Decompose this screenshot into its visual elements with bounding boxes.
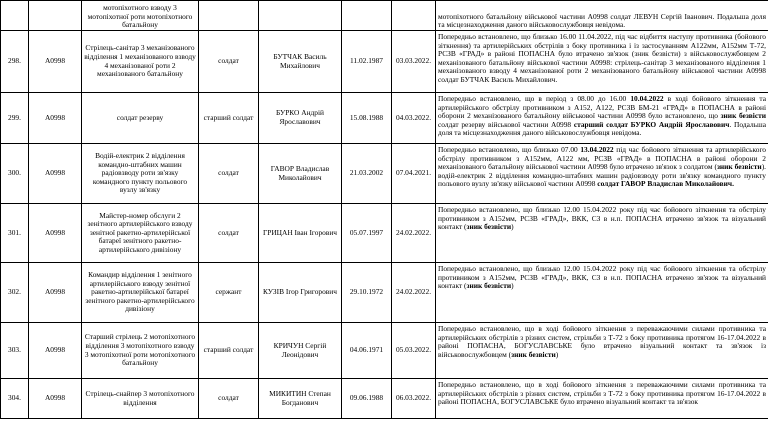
cell-position: Стрілець-санітар 3 механізованого відділення 1 механізованого взводу 4 механізованої роти 2 механізованого батальйону xyxy=(82,31,199,93)
cell-unit: А0998 xyxy=(29,144,82,204)
info-text-segment: . Подальша доля та місцезнаходження даного військовослужбовця невідома. xyxy=(438,119,766,138)
cell-date: 03.03.2022. xyxy=(392,31,436,93)
cell-number: 302. xyxy=(1,263,29,323)
cell-rank: солдат xyxy=(199,31,259,93)
cell-number: 298. xyxy=(1,31,29,93)
info-text-segment: під час бойового зіткнення та артилерійського обстрілу противником з А152мм, А122 мм, РСЗВ «ГРАД» в ПОПАСНА в районі оборони 2 механізованого батальйону військової частини А0998 було втрачено зв'язок з солдатом ( xyxy=(438,145,766,172)
info-bold-segment: зник безвісти xyxy=(720,111,767,121)
table-body xyxy=(1,1,768,419)
cell-position: Майстер-номер обслуги 2 зенітного артилерійського взводу зенітної ракетно-артилерійської батареї зенітного ракетно-артилерійського дивізіону xyxy=(82,204,199,263)
table-row xyxy=(1,93,768,144)
cell-info xyxy=(436,31,768,93)
cell-position: Стрілець-снайпер 3 мотопіхотного відділення xyxy=(82,379,199,419)
info-text-segment: ) xyxy=(511,222,514,232)
info-bold-segment: 10.04.2022 xyxy=(630,94,664,103)
info-text-segment: в ході бойового зіткнення та артилерійського обстрілу противником з А152, А122, РСЗВ БМ-21 «ГРАД» в ПОПАСНА в районі оборони 2 механізованого батальйону військової частини А0998 було встановлено, що xyxy=(438,94,766,121)
table-row xyxy=(1,323,768,379)
cell-number: 303. xyxy=(1,323,29,379)
cell-position: Водій-електрик 2 відділення командно-штабних машин радіовзводу роти зв'язку командного пункту польового вузлу зв'язку xyxy=(82,144,199,204)
cell-date: 24.02.2022. xyxy=(392,204,436,263)
cell-name: КРИЧУН Сергій Леонідович xyxy=(259,323,342,379)
cell-rank: солдат xyxy=(199,144,259,204)
cell-number: 299. xyxy=(1,93,29,144)
info-text-segment: Попередньо встановлено, що близько 16.00 11.04.2022, під час відбиття наступу противника (бойового зіткнення) та артилерійських обстрілів з боку противника і із застосуванням А122мм, А152мм Т-72, РСЗВ «ГРАД» в районі ПОПАСНА було втрачено зв'язок (зник безвісти) з військовослужбовцем 2 механізованого батальйону військової частини А0998: стрілець-санітар 3 механізованого відділення 1 механізованого взводу 4 механізованої роти 2 механізованого батальйону військової частини А0998 солдат БУТЧАК Василь Михайлович. xyxy=(438,32,766,84)
cell-number: 300. xyxy=(1,144,29,204)
cell-info xyxy=(436,323,768,379)
cell-unit: А0998 xyxy=(29,204,82,263)
cell-info xyxy=(436,204,768,263)
cell-info xyxy=(436,263,768,323)
info-bold-segment: зник безвісти xyxy=(716,162,762,172)
cell-birth-date: 21.03.2002 xyxy=(342,144,392,204)
info-text-segment: ) xyxy=(511,281,514,291)
cell-unit: А0998 xyxy=(29,93,82,144)
cell-info xyxy=(436,1,768,31)
cell-name: БУРКО Андрій Ярославович xyxy=(259,93,342,144)
table-row xyxy=(1,31,768,93)
cell-unit: А0998 xyxy=(29,263,82,323)
cell-birth-date: 05.07.1997 xyxy=(342,204,392,263)
table-row xyxy=(1,204,768,263)
cell-birth-date: 09.06.1988 xyxy=(342,379,392,419)
info-text-segment: мотопіхотного батальйону військової частини А0998 солдат ЛЕВУН Сергій Іванович. Подальша доля та місцезнаходження даного військовослужбовця невідома. xyxy=(438,11,766,30)
info-bold-segment: зник безвісти xyxy=(466,281,512,291)
info-bold-segment: зник безвісти xyxy=(466,222,512,232)
cell-birth-date: 04.06.1971 xyxy=(342,323,392,379)
cell-birth-date: 15.08.1988 xyxy=(342,93,392,144)
cell-number: 301. xyxy=(1,204,29,263)
cell-position: Командир відділення 1 зенітного артилерійського взводу зенітної ракетно-артилерійської батареї зенітного ракетно-артилерійського дивізіону xyxy=(82,263,199,323)
cell-name: БУТЧАК Василь Михайлович xyxy=(259,31,342,93)
table-row xyxy=(1,263,768,323)
cell-name: МИКИТИН Степан Богданович xyxy=(259,379,342,419)
cell-rank: старший солдат xyxy=(199,93,259,144)
table-row-partial xyxy=(1,1,768,31)
cell-date: 06.03.2022. xyxy=(392,379,436,419)
cell-name: КУЗІВ Ігор Григорович xyxy=(259,263,342,323)
info-text-segment: ) xyxy=(555,349,559,359)
cell-date: 05.03.2022. xyxy=(392,323,436,379)
cell-number: 304. xyxy=(1,379,29,419)
table-row xyxy=(1,144,768,204)
table-row xyxy=(1,379,768,419)
cell-date: 24.02.2022. xyxy=(392,263,436,323)
info-text-segment: Попередньо встановлено, що в ході бойового зіткнення з переважаючими силами противника та артилерійських обстрілів з різних систем, стрільби з Т-72 з боку противника протягом 16-17.04.2022 в районі ПОПАСНА, БОГУСЛАВСЬКЕ було втрачено візуальний контакт та зв'язок xyxy=(438,380,766,407)
cell-date: 04.03.2022. xyxy=(392,93,436,144)
info-bold-segment: старший солдат БУРКО Андрій Ярославович xyxy=(573,119,730,129)
info-text-segment: Попередньо встановлено, що в період з 08.00 до 16.00 xyxy=(438,94,631,103)
cell-info xyxy=(436,93,768,144)
info-text-segment: Попередньо встановлено, що близько 12.00 15.04.2022 року під час бойового зіткнення та обстрілу противником з А152мм, РСЗВ «ГРАД», ВКК, СЗ в н.п. ПОПАСНА втрачено зв'язок та візуальний контакт ( xyxy=(438,205,766,232)
info-text-segment: солдат резерву військової частини А0998 xyxy=(438,119,574,129)
cell-birth-date: 11.02.1987 xyxy=(342,31,392,93)
cell-birth-date: 29.10.1972 xyxy=(342,263,392,323)
cell-rank: солдат xyxy=(199,204,259,263)
cell-position: солдат резерву xyxy=(82,93,199,144)
cell-rank: старший солдат xyxy=(199,323,259,379)
info-text-segment: Попередньо встановлено, що близько 12.00 15.04.2022 року під час бойового зіткнення та обстрілу противником з А152мм, РСЗВ «ГРАД», ВКК, СЗ в н.п. ПОПАСНА втрачено зв'язок та візуальний контакт ( xyxy=(438,264,766,291)
info-text-segment: ). водій-електрик 2 відділення командно-штабних машин радіовзводу роти зв'язку командного пункту польового вузлу зв'язку військової частини А0998 xyxy=(438,162,767,189)
info-bold-segment: 13.04.2022 xyxy=(580,145,614,154)
cell-name: ГАВОР Владислав Миколайович xyxy=(259,144,342,204)
cell-position: мотопіхотного взводу 3 мотопіхотної роти мотопіхотного батальйону xyxy=(82,1,199,31)
info-bold-segment: солдат ГАВОР Владислав Миколайович. xyxy=(597,179,734,189)
info-text-segment: Попередньо встановлено, що в ході бойового зіткнення з переважаючими силами противника та артилерійських обстрілів з різних систем, стрільби з Т-72 з боку противника протягом 16-17.04.2022 в районі ПОПАСНА, БОГУСЛАВСЬКЕ було втрачено візуальний контакт та зв'язок із військовослужбовцем ( xyxy=(438,324,766,359)
cell-date: 07.04.2021. xyxy=(392,144,436,204)
cell-info xyxy=(436,379,768,419)
cell-name: ГРИЦАН Іван Ігорович xyxy=(259,204,342,263)
cell-unit: А0998 xyxy=(29,379,82,419)
cell-unit: А0998 xyxy=(29,323,82,379)
cell-info xyxy=(436,144,768,204)
cell-rank: солдат xyxy=(199,379,259,419)
cell-position: Старший стрілець 2 мотопіхотного відділення 3 мотопіхотного взводу 3 мотопіхотної роти мотопіхотного батальйону xyxy=(82,323,199,379)
info-text-segment: Попередньо встановлено, що близько 07.00 xyxy=(438,145,581,154)
info-bold-segment: зник безвісти xyxy=(511,349,556,359)
cell-rank: сержант xyxy=(199,263,259,323)
cell-unit: А0998 xyxy=(29,31,82,93)
